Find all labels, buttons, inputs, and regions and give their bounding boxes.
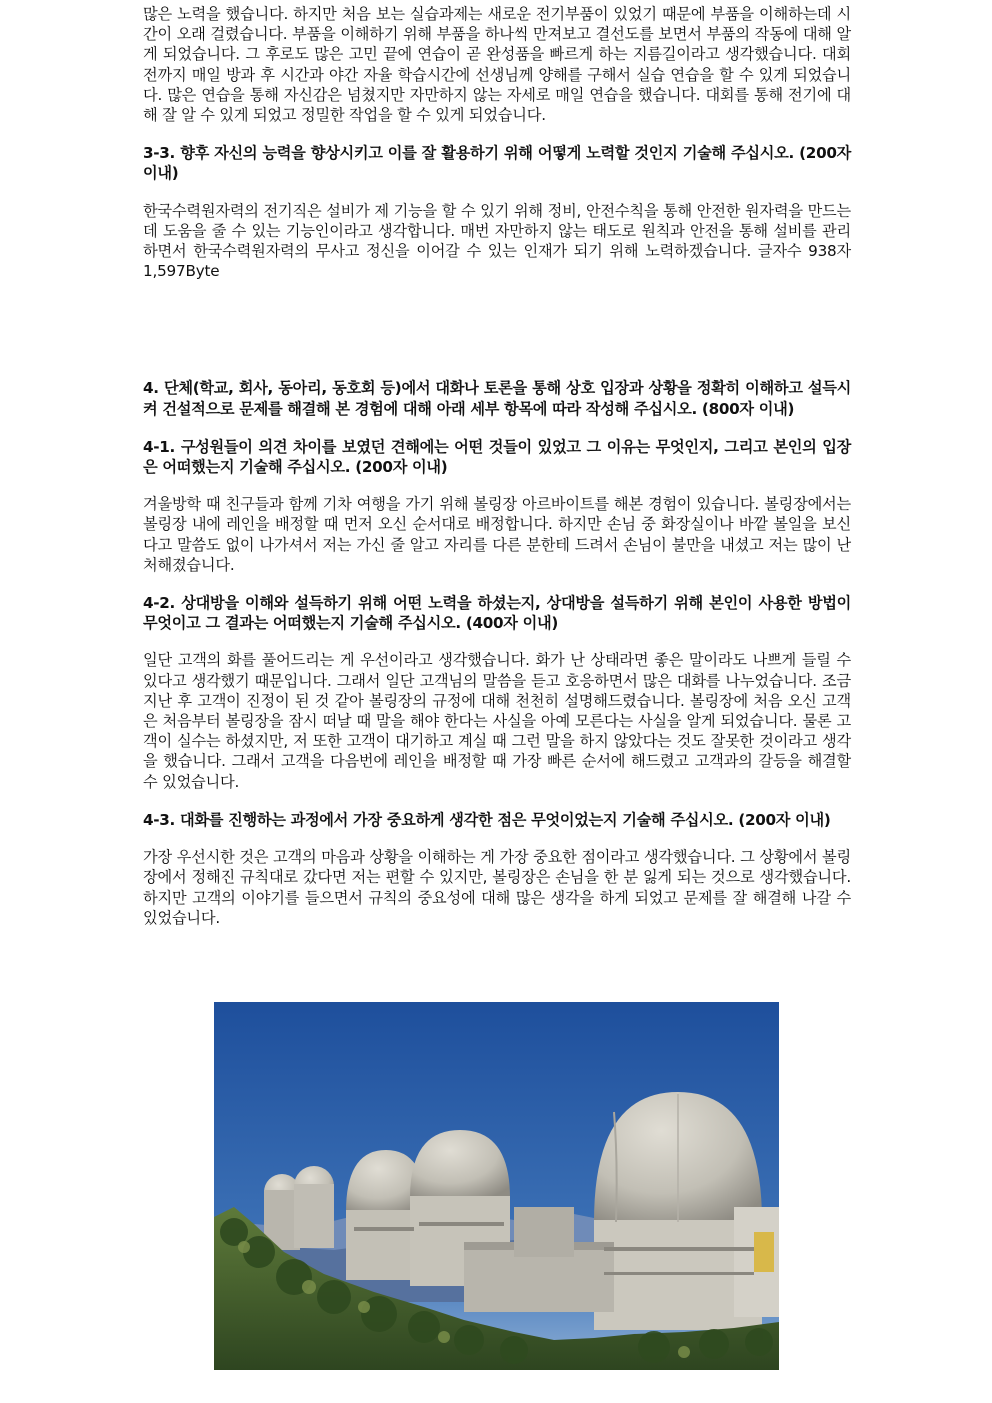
heading-3-3: 3-3. 향후 자신의 능력을 향상시키고 이를 잘 활용하기 위해 어떻게 노력할 것인지 기술해 주십시오. (200자 이내) bbox=[143, 144, 851, 183]
answer-4-2: 일단 고객의 화를 풀어드리는 게 우선이라고 생각했습니다. 화가 난 상태라면 좋은 말이라도 나쁘게 들릴 수 있다고 생각했기 때문입니다. 그래서 일단 고객님의 말씀을 듣고 호응하면서 많은 대화를 나누었습니다. 조금 지난 후 고객이 진정이 된 것 같아 볼링장의 규정에 대해 천천히 설명해드렸습니다. 볼링장에 처음 오신 고객은 처음부터 볼링장을 잠시 떠날 때 말을 해야 한다는 사실을 아예 모른다는 사실을 알게 되었습니다. 물론 고객이 실수는 하셨지만, 저 또한 고객이 대기하고 계실 때 그런 말을 하지 않았다는 것도 잘못한 것이라고 생각을 했습니다. 그래서 고객을 다음번에 레인을 배정할 때 가장 빠른 순서에 해드렸고 고객과의 갈등을 해결할 수 있었습니다. bbox=[143, 651, 851, 791]
nuclear-plant-photo bbox=[214, 1002, 779, 1370]
aux-building-3 bbox=[514, 1207, 574, 1257]
answer-3-2: 많은 노력을 했습니다. 하지만 처음 보는 실습과제는 새로운 전기부품이 있었기 때문에 부품을 이해하는데 시간이 오래 걸렸습니다. 부품을 이해하기 위해 부품을 하나씩 만져보고 결선도를 보면서 부품의 작동에 대해 알게 되었습니다. 그 후로도 많은 고민 끝에 연습이 곧 완성품을 빠르게 하는 지름길이라고 생각했습니다. 대회전까지 매일 방과 후 시간과 야간 자율 학습시간에 선생님께 양해를 구해서 실습 연습을 할 수 있게 되었습니다. 많은 연습을 통해 자신감은 넘쳤지만 자만하지 않는 자세로 매일 연습을 했습니다. 대회를 통해 전기에 대해 잘 알 수 있게 되었고 정밀한 작업을 할 수 있게 되었습니다. bbox=[143, 5, 851, 125]
heading-4-1: 4-1. 구성원들이 의견 차이를 보였던 견해에는 어떤 것들이 있었고 그 이유는 무엇인지, 그리고 본인의 입장은 어떠했는지 기술해 주십시오. (200자 이내) bbox=[143, 437, 851, 477]
heading-4-2: 4-2. 상대방을 이해와 설득하기 위해 어떤 노력을 하셨는지, 상대방을 설득하기 위해 본인이 사용한 방법이 무엇이고 그 결과는 어떠했는지 기술해 주십시오. (400자 이내) bbox=[143, 594, 851, 633]
heading-4: 4. 단체(학교, 회사, 동아리, 동호회 등)에서 대화나 토론을 통해 상호 입장과 상황을 정확히 이해하고 설득시켜 건설적으로 문제를 해결해 본 경험에 대해 아래 세부 항목에 따라 작성해 주십시오. (800자 이내) bbox=[143, 379, 851, 418]
heading-4-3: 4-3. 대화를 진행하는 과정에서 가장 중요하게 생각한 점은 무엇이었는지 기술해 주십시오. (200자 이내) bbox=[143, 810, 831, 829]
answer-3-3: 한국수력원자력의 전기직은 설비가 제 기능을 할 수 있기 위해 정비, 안전수칙을 통해 안전한 원자력을 만드는 데 도움을 줄 수 있는 기능인이라고 생각합니다. 매번 자만하지 않는 태도로 원칙과 안전을 통해 설비를 관리하면서 한국수력원자력의 무사고 정신을 이어갈 수 있는 인재가 되기 위해 노력하겠습니다. 글자수 938자1,597Byte bbox=[143, 201, 851, 281]
document-body bbox=[143, 4, 851, 928]
answer-4-1: 겨울방학 때 친구들과 함께 기차 여행을 가기 위해 볼링장 아르바이트를 해본 경험이 있습니다. 볼링장에서는 볼링장 내에 레인을 배정할 때 먼저 오신 순서대로 배정합니다. 하지만 손님 중 화장실이나 바깥 볼일을 보신다고 말씀도 없이 나가셔서 저는 가신 줄 알고 자리를 다른 분한테 드려서 손님이 불만을 내셨고 저는 많이 난처해졌습니다. bbox=[143, 495, 851, 574]
answer-4-3: 가장 우선시한 것은 고객의 마음과 상황을 이해하는 게 가장 중요한 점이라고 생각했습니다. 그 상황에서 볼링장에서 정해진 규칙대로 갔다면 저는 편할 수 있지만, 볼링장은 손님을 한 분 잃게 되는 것으로 생각했습니다. 하지만 고객의 이야기를 들으면서 규칙의 중요성에 대해 많은 생각을 하게 되었고 문제를 잘 해결해 나갈 수 있었습니다. bbox=[143, 848, 851, 927]
